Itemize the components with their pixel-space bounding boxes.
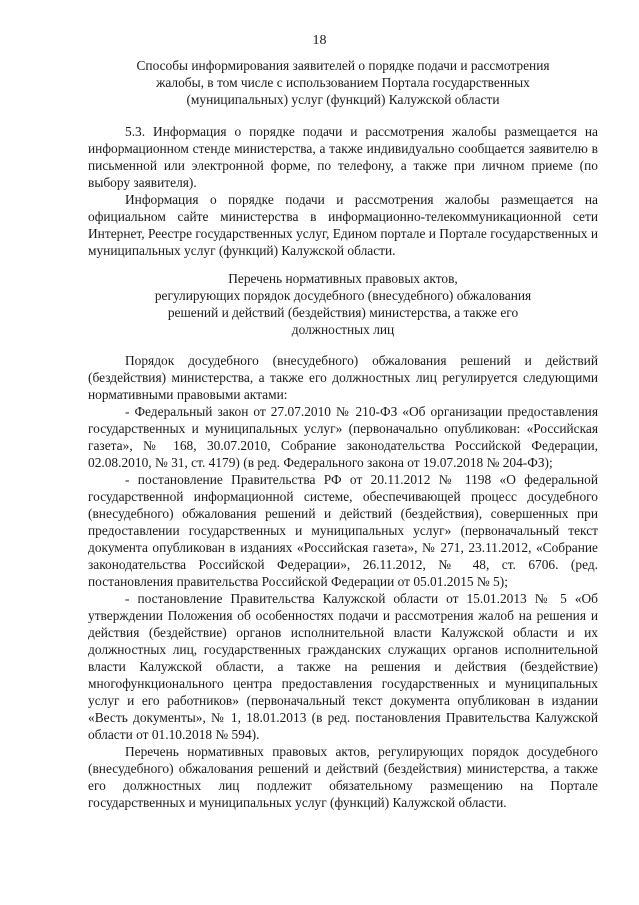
heading-line: регулирующих порядок досудебного (внесудебного) обжалования xyxy=(154,288,532,303)
paragraph: 5.3. Информация о порядке подачи и рассмотрения жалобы размещается на информационном стенде министерства, а также индивидуально сообщается заявителю в письменной или электронной форме, по телефону, а также при личном приеме (по выбору заявителя). xyxy=(88,124,598,190)
heading-complaint-informing xyxy=(88,57,598,108)
paragraph: Перечень нормативных правовых актов, регулирующих порядок досудебного (внесудебного) обжалования решений и действий (бездействия) министерства, а также его должностных лиц подлежит обязательному размещению на Портале государственных и муниципальных услуг (функций) Калужской области. xyxy=(88,744,598,810)
page-number: 18 xyxy=(312,33,327,48)
heading-line: Способы информирования заявителей о порядке подачи и рассмотрения xyxy=(136,58,550,73)
heading-legal-acts xyxy=(88,270,598,338)
list-item: - Федеральный закон от 27.07.2010 № 210-ФЗ «Об организации предоставления государственных и муниципальных услуг» (первоначально опубликован: «Российская газета», № 168, 30.07.2010, Собрание законодательства Российской Федерации, 02.08.2010, № 31, ст. 4179) (в ред. Федерального закона от 19.07.2018 № 204-ФЗ); xyxy=(88,404,598,470)
paragraph: Порядок досудебного (внесудебного) обжалования решений и действий (бездействия) министерства, а также его должностных лиц регулируется следующими нормативными правовыми актами: xyxy=(88,353,598,402)
section-complaint-info xyxy=(88,123,598,259)
paragraph: Информация о порядке подачи и рассмотрения жалобы размещается на официальном сайте министерства в информационно-телекоммуникационной сети Интернет, Реестре государственных услуг, Едином портале и Портале государственных и муниципальных услуг (функций) Калужской области. xyxy=(88,192,598,258)
heading-line: решений и действий (бездействия) министерства, а также его xyxy=(167,305,519,320)
heading-line: Перечень нормативных правовых актов, xyxy=(228,271,458,286)
list-item: - постановление Правительства РФ от 20.11.2012 № 1198 «О федеральной государственной информационной системе, обеспечивающей процесс досудебного (внесудебного) обжалования решений и действий (бездействия), совершенных при предоставлении государственных и муниципальных услуг» (первоначальный текст документа опубликован в изданиях «Российская газета», № 271, 23.11.2012, «Собрание законодательства Российской Федерации», 26.11.2012, № 48, ст. 6706. (ред. постановления правительства Российской Федерации от 05.01.2015 № 5); xyxy=(88,472,598,589)
section-legal-acts xyxy=(88,352,598,811)
list-item: - постановление Правительства Калужской области от 15.01.2013 № 5 «Об утверждении Положения об особенностях подачи и рассмотрения жалоб на решения и действия (бездействие) органов исполнительной власти Калужской области и их должностных лиц, государственных гражданских служащих органов исполнительной власти Калужской области, а также на решения и действия (бездействие) многофункционального центра предоставления государственных и муниципальных услуг и его работников» (первоначальный текст документа опубликован в издании «Весть документы», № 1, 18.01.2013 (в ред. постановления Правительства Калужской области от 01.10.2018 № 594). xyxy=(88,591,598,742)
heading-line: должностных лиц xyxy=(291,322,395,337)
heading-line: жалобы, в том числе с использованием Портала государственных xyxy=(156,75,530,90)
heading-line: (муниципальных) услуг (функций) Калужской области xyxy=(186,92,500,107)
